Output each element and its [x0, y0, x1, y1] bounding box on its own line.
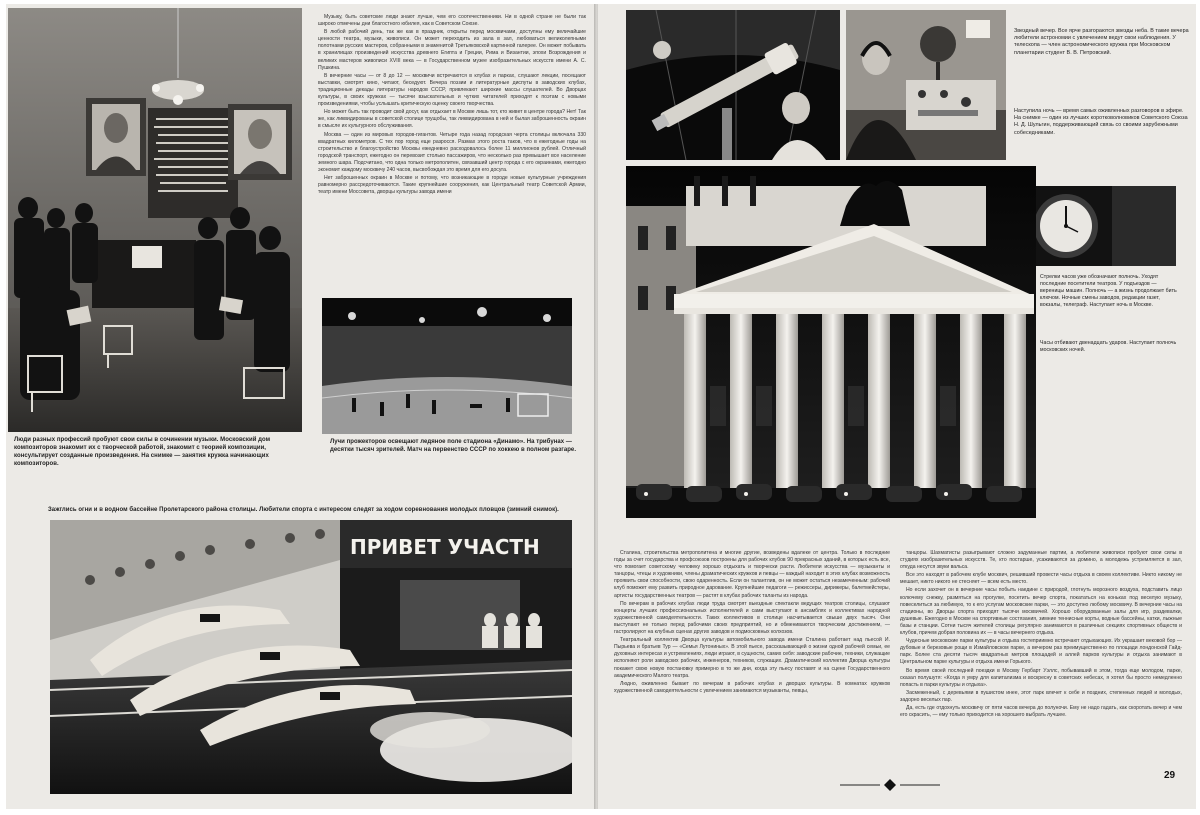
musicians-caption: Люди разных профессий пробуют свои силы в сочинении музыки. Московский дом композиторов знакомит их с творческой работой, знакомит с теорией композиции, консультирует созданные произведения. На снимке — занятия кружка начинающих композиторов. — [14, 437, 271, 467]
paragraph: Во время своей последней поездки в Москву Гербарт Уэллс, побывавший в этом, тогда еще молодом, парке, сказал полушутя: «Когда я умру для капитализма и воскресну в советских небесах, я хотел бы просто немедленно попасть в парки культуры и отдыха». — [900, 667, 1182, 688]
theatre-caption: Часы отбивают двенадцать ударов. Наступает полночь московских ночей. — [1040, 340, 1177, 353]
paragraph: Театральный коллектив Дворца культуры автомобильного завода имени Сталина работает над пьесой И. Пырьева и братьев Тур — «Семья Лутониных». В этой пьесе, рассказывающей о жизни одной рабочей семьи, ее духовных интересах и устремлениях, люди играют, в сущности, самих себя: заводские рабочие, техники, служащие исполняют роли заводских рабочих, инженеров, техников, служащих. Драматический коллектив Дворца культуры покажет свою новую постановку примерно в то же дни, когда эту пьесу поставят и на сцене Государственного академического Малого театра. — [614, 637, 890, 679]
paragraph: Но может быть так проводит свой досуг, как отдыхает в Москве лишь тот, кто живет в центре города? Нет! Так же, как ликвидированы в советской столице трущобы, так ликвидирована в ней и былая заброшенность окраин в смысле их культурного обслуживания. — [318, 109, 586, 130]
swimming-pool-photo — [50, 520, 572, 794]
paragraph: В вечерние часы — от 8 до 12 — москвичи встречаются в клубах и парках, слушают лекции, посещают выставки, смотрят кино, читают, беседуют. Вечера поэзии и литературные диспуты в заводских клубах, традиционные декады литературы народов СССР, привлекают широкие массы слушателей. Во Дворцах культуры, в своих кружках — тысячи взыскательных и чутких читателей приходят к поэтам с новыми произведениями, чтобы услышать критическую оценку своего творчества. — [318, 72, 586, 108]
planetarium-caption: Звездный вечер. Все ярче разгораются звезды неба. В такие вечера любители астрономии с увлечением ведут свои наблюдения. У телескопа — член астрономического кружка при Московском планетарии студент В. В. Петровский. — [1014, 28, 1189, 56]
radio-caption: Наступила ночь — время самых оживленных разговоров в эфире. На снимке — один из лучших коротковолновиков Советского Союза Н. Д. Шульгин, поддерживающий связь со своими зарубежными собеседниками. — [1014, 108, 1188, 136]
right-body-column-1 — [614, 550, 890, 772]
clock-caption: Стрелки часов уже обозначают полночь. Уходят последние посетители театров. У подъездов — вереницы машин. Полночь — а жизнь продолжает бить ключом. Ночные смены заводов, редакции газет, вокзалы, телеграф. Наступает ночь в Москве. — [1040, 274, 1177, 308]
stadium-hockey-photo — [322, 298, 572, 434]
paragraph: танцоры. Шахматисты разыгрывают сложно задуманные партии, а любители живописи пробуют свои силы в студиях изобразительных искусств. Те, кто постарше, усаживаются за домино, а молодежь устремляется в зал, откуда несутся звуки вальса. — [900, 550, 1182, 571]
bolshoi-theatre-photo — [626, 166, 1036, 518]
musicians-photo — [8, 8, 302, 432]
paragraph: Чудесные московские парки культуры и отдыха гостеприимно встречают отдыхающих. Их украшает вековой бор — дубовые и березовые рощи в Измайловском парке, а вечером раз преимущественно по площади лондонской Гайд-парк. Более ста десяти тысяч квадратных метров площадей и аллей парков культуры и отдыха занимают в Центральном парке культуры и отдыха имени Горького. — [900, 638, 1182, 666]
pool-banner-text: ПРИВЕТ УЧАСТН — [350, 535, 540, 559]
paragraph: Все это находят в рабочем клубе москвич, решивший провести часы отдыха в своем коллективе. Никто никому не мешает, никто никого не стесняет — всем есть место. — [900, 572, 1182, 586]
paragraph: Сталина, строительства метрополитена и многие другие, возведены вдалеке от центра. Только в последние годы за счет государства и профсоюзов построены для рабочих клубов 90 прекрасных зданий, в которых есть все, что помогает советскому человеку хорошо отдыхать и творчески расти. Любители искусства — музыканты и танцоры, чтецы и художники, члены драматических кружков и певцы — каждый находит в этих клубах возможность проявить свои способности, свою одаренность. Если он талантлив, он не может остаться незамеченным: рабочий клуб поможет ему развить природное дарование. Крупнейшие педагоги — режиссеры, дирижеры, балетмейстеры, артисты государственных театров — растят в клубах рабочих таланты из народа. — [614, 550, 890, 599]
paragraph: В любой рабочий день, так же как в праздник, открыты перед москвичами, доступны ему величайшие ценности театра, музыки, живописи. Он может переходить из зала в зал, любоваться великолепными полотнами русских мастеров, собранными в знаменитой Третьяковской картинной галерее. Он может побывать в хранилищах произведений искусства древнего Египта и Греции, Рима и Византии, эпохи Возрождения и великих мастеров живописи XVIII века — в Государственном музее изобразительных искусств имени А. С. Пушкина. — [318, 29, 586, 71]
paragraph: Москва — один из мировых городов-гигантов. Четыре года назад городская черта столицы включала 330 квадратных километров. С тех пор город еще разросся. Размах этого роста таков, что в ежегодные годы на строительство и благоустройство Москвы ежедневно расходовалось более 11 миллионов рублей. Отличный городской транспорт, ежегодно он перевозит столько пассажиров, что несколько раз превышает все население земного шара. Подсчитано, что одна только метрополитен, связавший центр города с его окраинами, ежегодно экономит каждому москвичу 240 часов, высвобождая это время для его досуга. — [318, 131, 586, 173]
paragraph: Музыку, быть советские люди знают лучше, чем его соотечественники. Ни в одной стране не были так широко отмечены дни благостного юбилея, как в Советском Союзе. — [318, 14, 586, 28]
paragraph: Людно, оживленно бывает по вечерам в рабочих клубах и дворцах культуры. В комнатах кружков художественной самодеятельности с увлечением занимаются музыканты, певцы, — [614, 680, 890, 694]
page-number: 29 — [1164, 770, 1176, 781]
telescope-photo — [626, 10, 840, 160]
stadium-caption: Лучи прожекторов освещают ледяное поле стадиона «Динамо». На трибунах — десятки тысяч зрителей. Матч на первенство СССР по хоккею в полном разгаре. — [330, 439, 577, 453]
right-body-column-2 — [900, 550, 1182, 772]
paragraph: Да, есть где отдохнуть москвичу от пяти часов вечера до полуночи. Ему не надо гадать, как скоротать вечер и чем его скрасить, — ему только приходится на хорошего выбрать лучшее. — [900, 704, 1182, 719]
left-body-text — [318, 14, 586, 292]
radio-operator-photo — [846, 10, 1006, 160]
paragraph: Засмеженный, с деревьями в пушистом инее, этот парк влечет к себе и поздних, степенных людей и молодых, задорно веселых пар. — [900, 689, 1182, 703]
paragraph: Нет заброшенных окраин в Москве и потому, что возникающие в городе новые культурные учреждения равномерно рассредоточиваются. Такие крупнейшие сооружения, как Центральный театр Советской Армии, театр имени Моссовета, дворцы культуры завода имени — [318, 175, 586, 196]
paragraph: Но если захочет он в вечерние часы побыть наедине с природой, глотнуть морозного воздуха, подставить лицо колючему снежку, размяться на прогулке, посетить вечер спорта, покататься на коньках под веселую музыку, повеселиться за любимую, то к его услугам московские парки, — это доступно любому москвичу. В вечерние часы на стадионы, во Дворцы спорта приходят тысячи москвичей. Хорошо оборудованные залы для игр, раздевалки, душевые. Ежегодно в Москве на спортивные состязания, зимние теннисные корты, водные бассейны, катки, лыжные базы и станции. Сотни тысяч жителей столицы регулярно занимаются в различных секциях спортивных обществ и клубов, причем добрая половина их — в часы вечернего отдыха. — [900, 587, 1182, 637]
paragraph: По вечерам в рабочих клубах люди труда смотрят выездные спектакли ведущих театров столицы, слушают концерты лучших профессиональных исполнителей и сами выступают в ансамблях и коллективах народной художественной самодеятельности. Таких коллективов в столице насчитывается свыше двух тысяч. Они выступают не только перед рабочими своих предприятий, но и обмениваются творческим достижением, — гастролируют на клубных сценах других заводов и подмосковных колхозов. — [614, 600, 890, 636]
pool-caption: Зажглись огни и в водном бассейне Пролетарского района столицы. Любители спорта с интересом следят за ходом соревнования молодых пловцов (зимний снимок). — [48, 507, 559, 513]
diamond-ornament-icon — [840, 778, 940, 790]
